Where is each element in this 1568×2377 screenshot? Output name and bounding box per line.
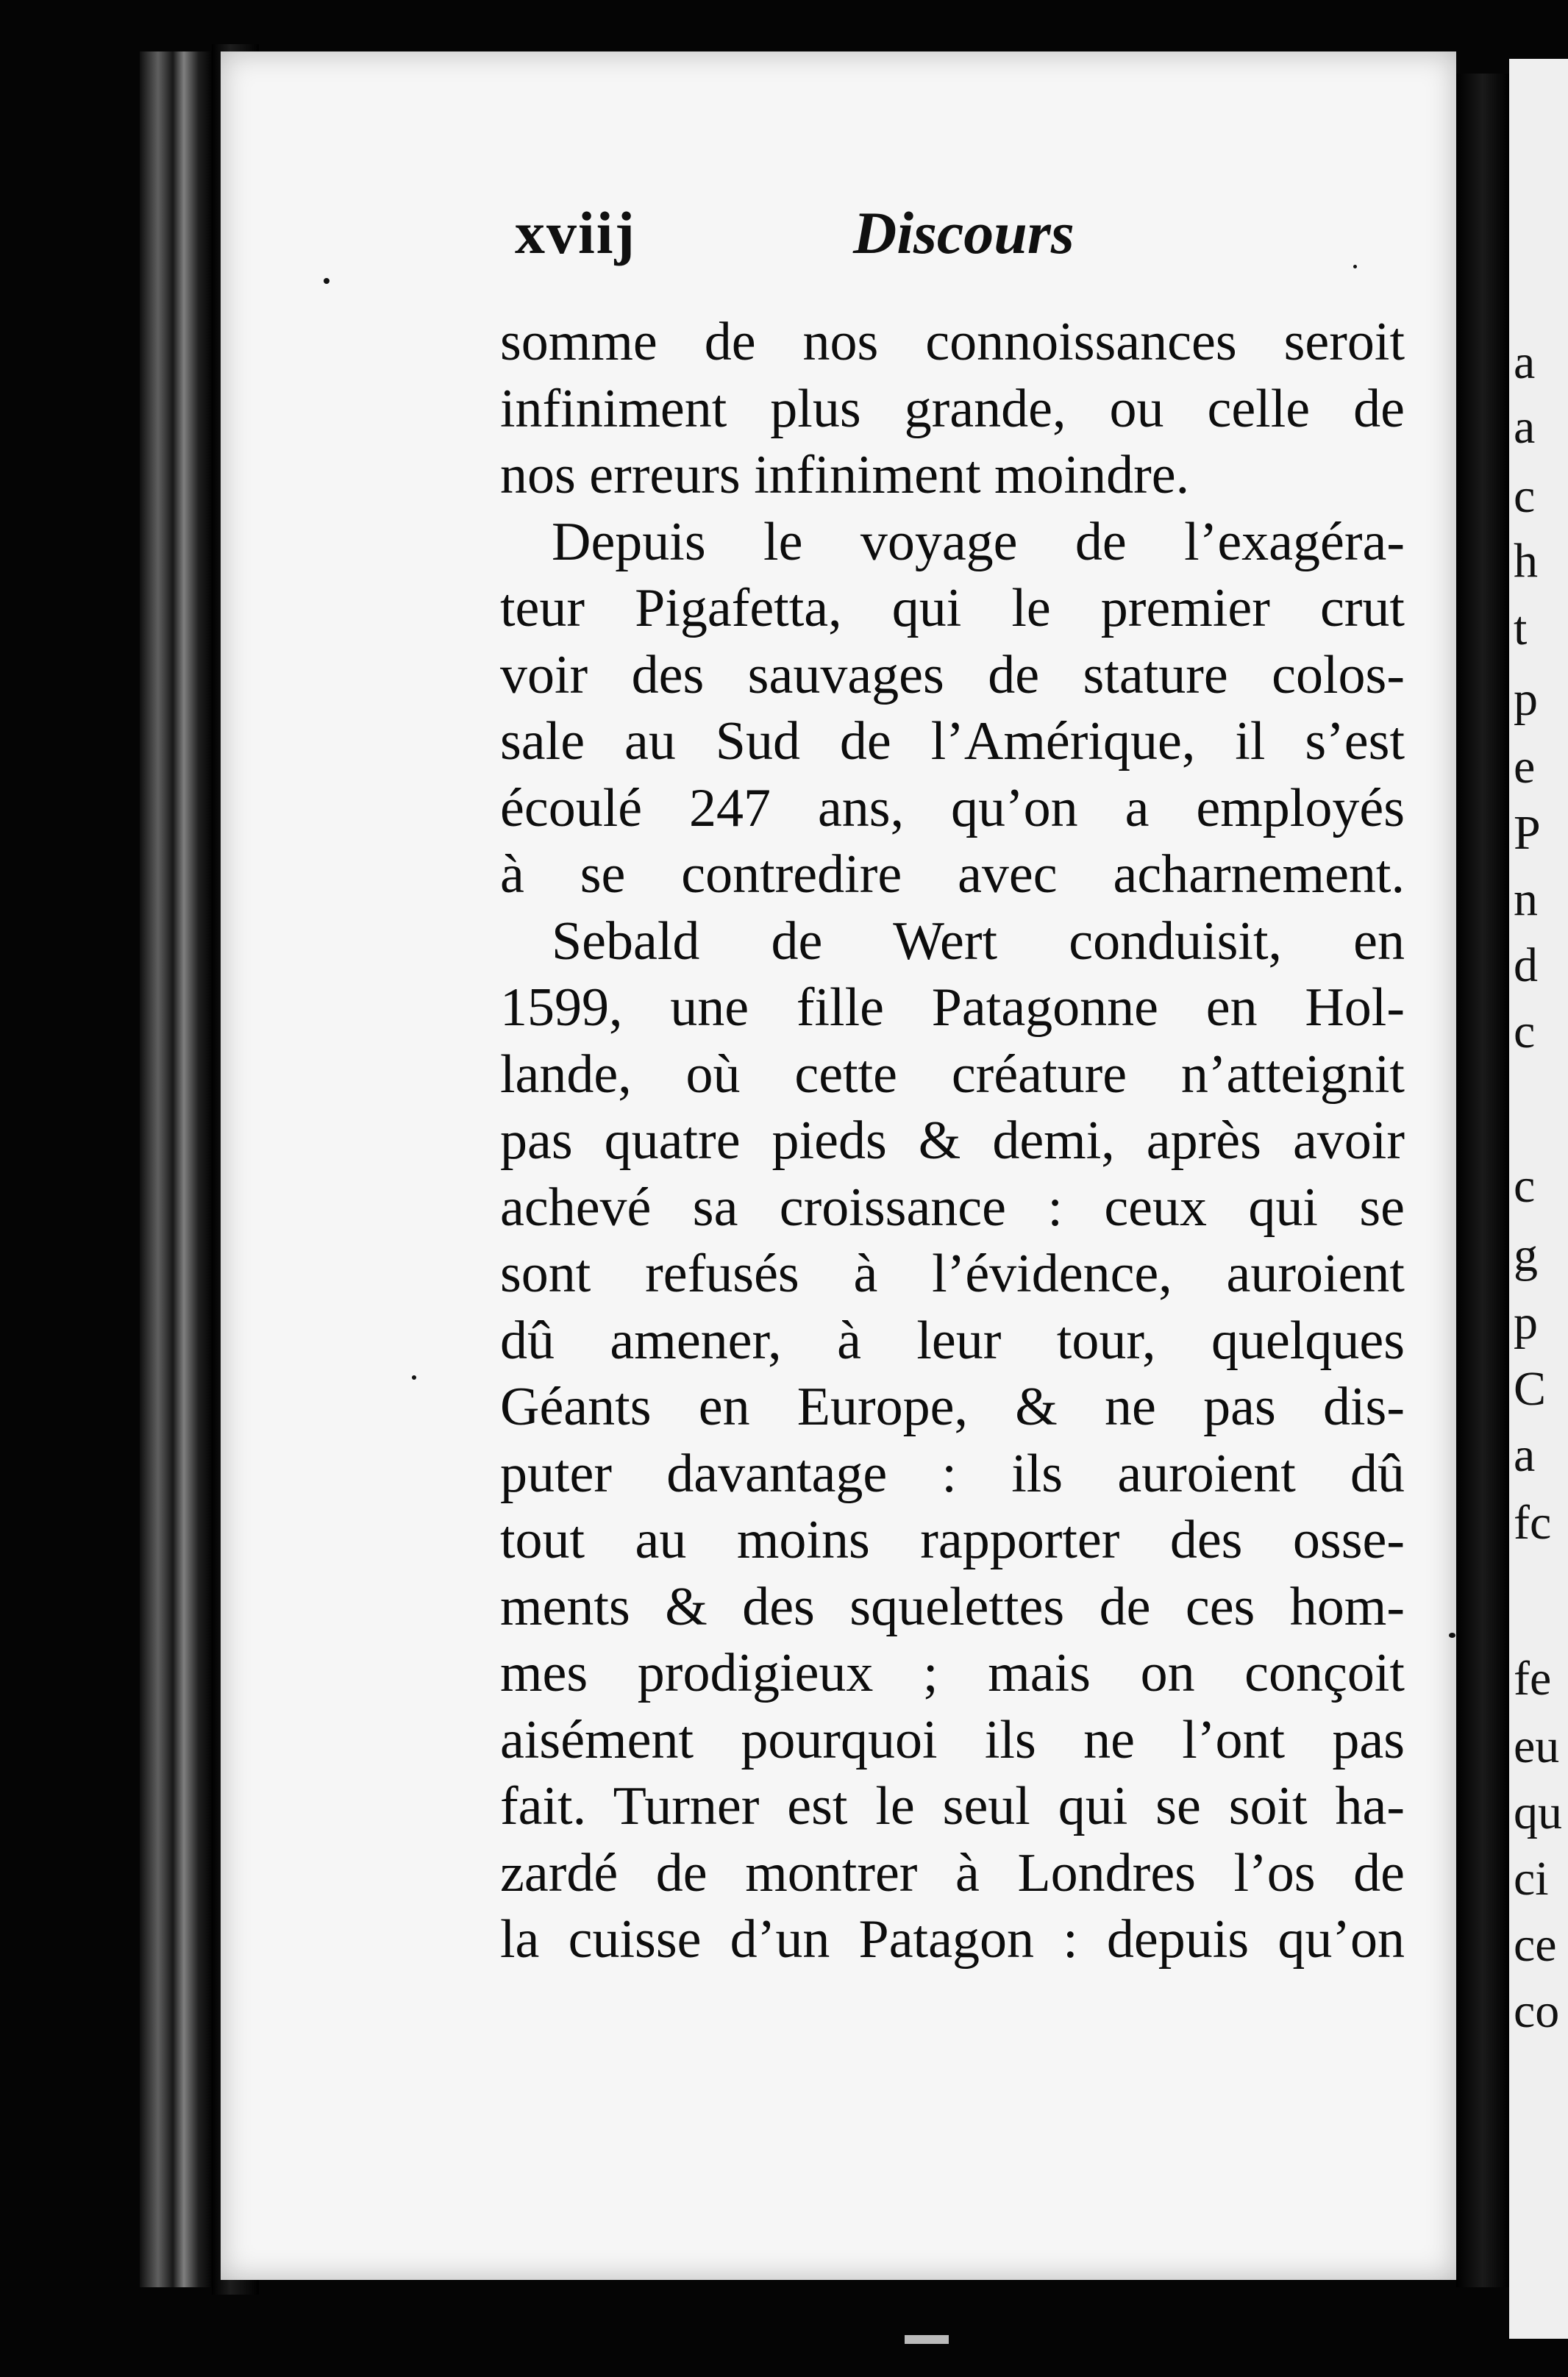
facing-page-letter: e (1514, 740, 1536, 794)
facing-page-letter: h (1514, 534, 1538, 588)
text-line: tout au moins rapporter des osse- (500, 1510, 1405, 1570)
text-line: pas quatre pieds & demi, après avoir (500, 1111, 1405, 1171)
facing-page-letter: c (1514, 1005, 1536, 1058)
facing-page-letter: d (1514, 938, 1538, 992)
facing-page-letter: a (1514, 400, 1536, 454)
facing-page-fragment (1509, 59, 1568, 2339)
facing-page-letter: p (1514, 1296, 1538, 1350)
text-line: ments & des squelettes de ces hom- (500, 1576, 1405, 1637)
facing-page-letter: c (1514, 469, 1536, 523)
facing-page-letter: n (1514, 872, 1538, 926)
text-line: puter davantage : ils auroient dû (500, 1443, 1405, 1504)
text-line: voir des sauvages de stature colos- (500, 644, 1405, 705)
paper-speck (412, 1375, 416, 1380)
paper-speck (1353, 265, 1357, 268)
text-line: aisément pourquoi ils ne l’ont pas (500, 1709, 1405, 1770)
text-line: teur Pigafetta, qui le premier crut (500, 578, 1405, 638)
text-line: la cuisse d’un Patagon : depuis qu’on (500, 1909, 1405, 1970)
page-number: xviij (515, 199, 636, 266)
facing-page-letter: a (1514, 335, 1536, 389)
text-line: infiniment plus grande, ou celle de (500, 378, 1405, 439)
text-line: Sebald de Wert conduisit, en (552, 910, 1405, 972)
text-line: mes prodigieux ; mais on conçoit (500, 1643, 1405, 1703)
text-line: zardé de montrer à Londres l’os de (500, 1842, 1405, 1903)
text-line: écoulé 247 ans, qu’on a employés (500, 777, 1405, 838)
left-page-edge (140, 51, 213, 2287)
facing-page-letter: qu (1514, 1786, 1562, 1839)
facing-page-letter: c (1514, 1159, 1536, 1213)
facing-page-letter: ci (1514, 1852, 1549, 1906)
text-line: 1599, une fille Patagonne en Hol- (500, 977, 1405, 1038)
facing-page-letter: fe (1514, 1652, 1552, 1706)
facing-page-letter: t (1514, 602, 1528, 655)
text-line: sale au Sud de l’Amérique, il s’est (500, 711, 1405, 771)
facing-page-letter: p (1514, 672, 1538, 726)
page-text (500, 309, 1405, 1973)
paper-speck (324, 278, 329, 284)
text-line: Géants en Europe, & ne pas dis- (500, 1377, 1405, 1437)
running-head (515, 199, 1397, 279)
facing-page-letter: g (1514, 1228, 1538, 1282)
right-page-gutter (1456, 74, 1509, 2287)
scan-artifact (905, 2335, 949, 2344)
running-title: Discours (853, 199, 1075, 266)
paper-speck (1449, 1633, 1455, 1638)
facing-page-letter: a (1514, 1428, 1536, 1482)
text-line: nos erreurs infiniment moindre. (500, 445, 1190, 505)
facing-page-letter: fc (1514, 1496, 1552, 1550)
facing-page-letter: P (1514, 806, 1541, 860)
text-line: somme de nos connoissances seroit (500, 312, 1405, 372)
facing-page-letter: co (1514, 1984, 1560, 2038)
facing-page-letter: C (1514, 1362, 1547, 1416)
text-line: dû amener, à leur tour, quelques (500, 1310, 1405, 1371)
facing-page-letter: eu (1514, 1720, 1560, 1773)
facing-page-letter: ce (1514, 1918, 1557, 1972)
text-line: achevé sa croissance : ceux qui se (500, 1177, 1405, 1238)
text-line: à se contredire avec acharnement. (500, 844, 1405, 905)
text-line: fait. Turner est le seul qui se soit ha- (500, 1776, 1405, 1836)
text-line: sont refusés à l’évidence, auroient (500, 1244, 1405, 1304)
text-line: Depuis le voyage de l’exagéra- (552, 511, 1405, 572)
text-line: lande, où cette créature n’atteignit (500, 1044, 1405, 1105)
